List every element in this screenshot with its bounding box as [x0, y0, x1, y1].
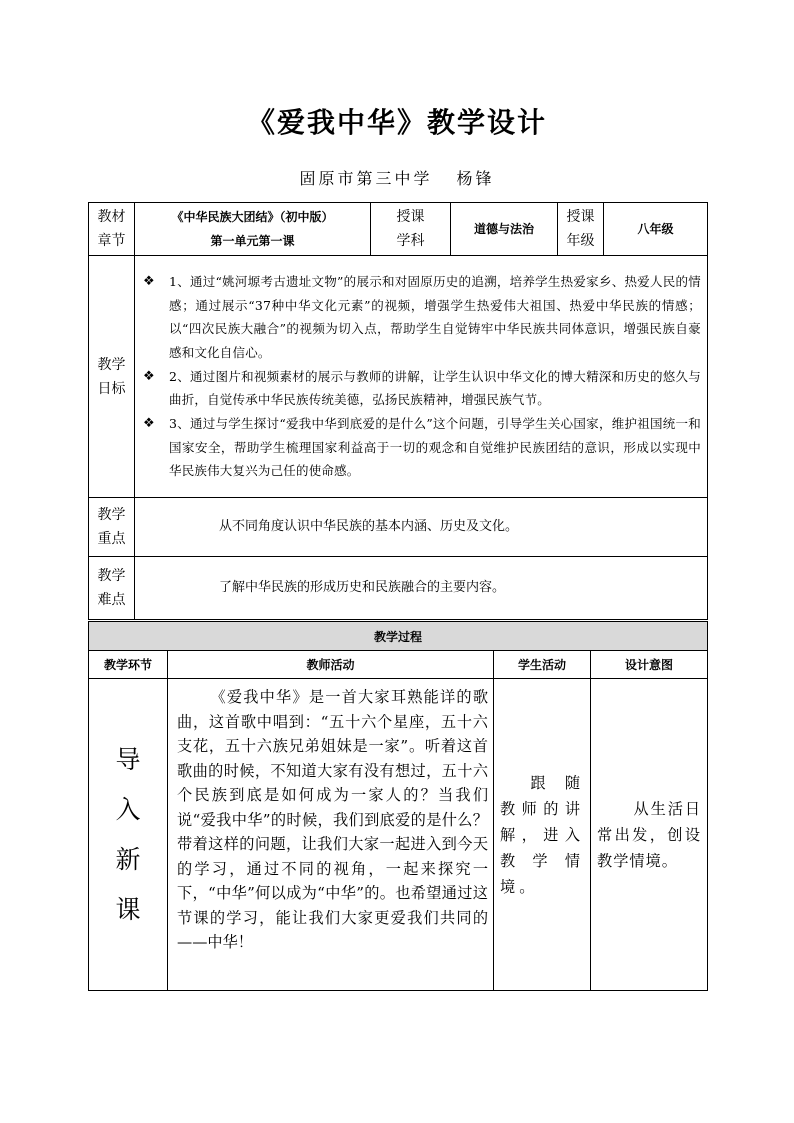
lesson-info-row [89, 203, 708, 256]
difficulties-label: 教学 难点 [89, 557, 135, 620]
goals-row [89, 256, 708, 498]
student-activity: 跟随教师的讲解，进入教学情境。 [494, 679, 591, 991]
goals-label: 教学 日标 [89, 256, 135, 498]
difficulties-row [89, 557, 708, 620]
goal-item: ❖ 3、通过与学生探讨“爱我中华到底爱的是什么”这个问题，引导学生关心国家，维护祖国统一和国家安全，帮助学生梳理国家利益高于一切的观念和自觉维护民族团结的意识，形成以实现中华民族伟大复兴为己任的使命感。 [143, 412, 701, 483]
key-points-text: 从不同角度认识中华民族的基本内涵、历史及文化。 [135, 498, 708, 557]
col-stage: 教学环节 [89, 651, 168, 679]
process-columns-row [89, 651, 708, 679]
difficulties-text: 了解中华民族的形成历史和民族融合的主要内容。 [135, 557, 708, 620]
teacher-activity: 《爱我中华》是一首大家耳熟能详的歌曲，这首歌中唱到：“五十六个星座，五十六支花，五十六族兄弟姐妹是一家”。听着这首歌曲的时候，不知道大家有没有想过，五十六个民族到底是如何成为一家人的？当我们说“爱我中华”的时候，我们到底爱的是什么？带着这样的问题，让我们大家一起进入到今天的学习，通过不同的视角，一起来探究一下，“中华”何以成为“中华”的。也希望通过这节课的学习，能让我们大家更爱我们共同的——中华！ [168, 679, 494, 991]
process-header-row [89, 622, 708, 651]
design-intent: 从生活日常出发，创设教学情境。 [591, 679, 708, 991]
author-school: 固原市第三中学 [299, 169, 433, 188]
page-title: 《爱我中华》教学设计 [246, 106, 547, 139]
col-intent: 设计意图 [591, 651, 708, 679]
goal-item: ❖ 1、通过“姚河塬考古遗址文物”的展示和对固原历史的追溯，培养学生热爱家乡、热爱人民的情感；通过展示“37种中华文化元素”的视频，增强学生热爱伟大祖国、热爱中华民族的情感；以“四次民族大融合”的视频为切入点，帮助学生自觉铸牢中华民族共同体意识，增强民族自豪感和文化自信心。 [143, 270, 701, 365]
col-teacher: 教师活动 [168, 651, 494, 679]
process-header: 教学过程 [89, 622, 708, 651]
goal-item: ❖ 2、通过图片和视频素材的展示与教师的讲解，让学生认识中华文化的博大精深和历史的悠久与曲折，自觉传承中华民族传统美德，弘扬民族精神，增强民族气节。 [143, 365, 701, 412]
stage-intro: 导 入 新 课 [89, 679, 168, 991]
chapter-label: 教材 章节 [89, 203, 135, 256]
subject-value: 道德与法治 [451, 203, 558, 256]
subject-label: 授课 学科 [371, 203, 451, 256]
diamond-bullet-icon: ❖ [143, 368, 155, 384]
key-points-label: 教学 重点 [89, 498, 135, 557]
teaching-process-table [88, 621, 708, 991]
goals-content [135, 256, 708, 498]
grade-label: 授课 年级 [558, 203, 604, 256]
diamond-bullet-icon: ❖ [143, 273, 155, 289]
diamond-bullet-icon: ❖ [143, 416, 155, 432]
key-points-row [89, 498, 708, 557]
author-name: 杨锋 [456, 169, 495, 188]
chapter-value: 《中华民族大团结》（初中版） 第一单元第一课 [135, 203, 371, 256]
author-line [0, 166, 794, 189]
lesson-info-table [88, 202, 708, 620]
grade-value: 八年级 [604, 203, 708, 256]
process-row-intro [89, 679, 708, 991]
col-student: 学生活动 [494, 651, 591, 679]
